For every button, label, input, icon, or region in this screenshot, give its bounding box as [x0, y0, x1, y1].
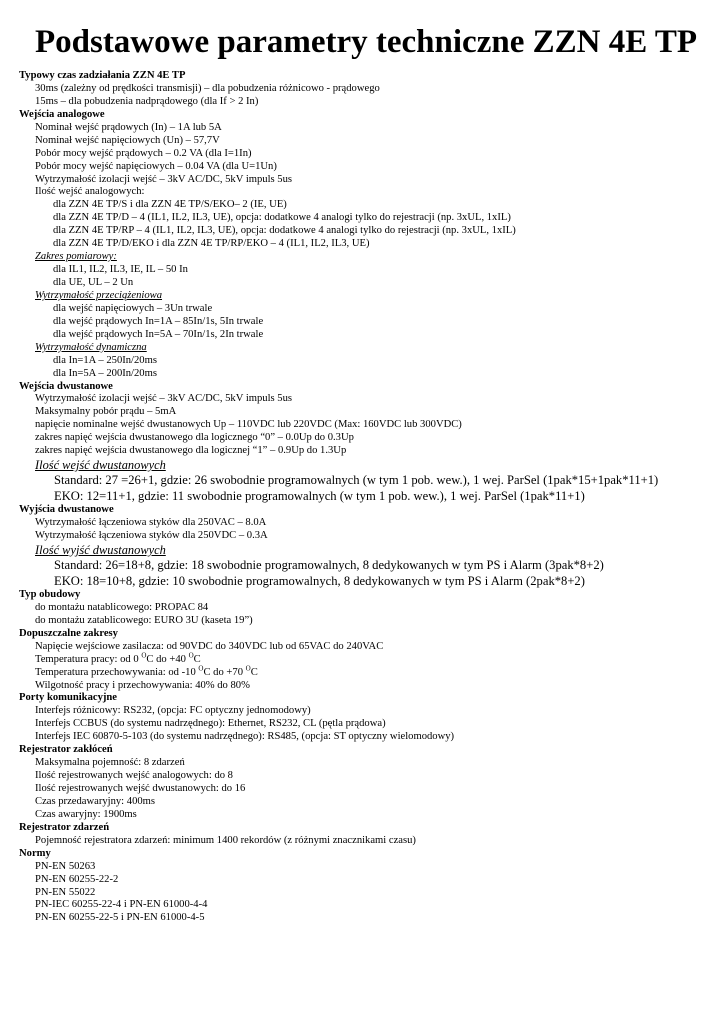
spec-line: do montażu natablicowego: PROPAC 84 [35, 601, 209, 613]
spec-line: Nominał wejść prądowych (In) – 1A lub 5A [35, 121, 222, 133]
spec-line: PN-EN 55022 [35, 886, 96, 898]
spec-line: Wytrzymałość łączeniowa styków dla 250VDC – 0.3A [35, 530, 268, 541]
spec-line: dla In=5A – 200In/20ms [53, 367, 157, 379]
degree-sign: O [245, 664, 251, 673]
spec-line: Standard: 27 =26+1, gdzie: 26 swobodnie programowalnych (w tym 1 pob. wew.), 1 wej. ParSel (1pak*15+1pak*11+1) [54, 473, 659, 488]
spec-line: Wytrzymałość izolacji wejść – 3kV AC/DC, 5kV impuls 5us [35, 173, 293, 185]
spec-line: Temperatura pracy: od 0 $^O$C do +40 $^O$C [35, 651, 201, 665]
spec-line: 15ms – dla pobudzenia nadprądowego (dla If > 2 In) [35, 95, 259, 107]
spec-line: PN-EN 60255-22-5 i PN-EN 61000-4-5 [35, 912, 205, 924]
section-heading: Typowy czas zadziałania ZZN 4E TP [19, 70, 186, 81]
degree-sign: O [188, 651, 194, 660]
section-heading: Wejścia dwustanowe [19, 380, 113, 392]
spec-line: Ilość rejestrowanych wejść analogowych: do 8 [35, 770, 233, 782]
spec-line: PN-EN 60255-22-2 [35, 873, 119, 885]
spec-line: Wilgotność pracy i przechowywania: 40% do 80% [35, 679, 250, 691]
spec-line: Standard: 26=18+8, gdzie: 18 swobodnie programowalnych, 8 dedykowanych w tym PS i Alarm (3pak*8+2) [54, 557, 604, 572]
spec-line: zakres napięć wejścia dwustanowego dla logicznego “0” – 0.0Up do 0.3Up [35, 432, 354, 444]
spec-line: dla UE, UL – 2 Un [53, 277, 134, 288]
spec-line: Maksymalna pojemność: 8 zdarzeń [35, 757, 185, 769]
page-title: Podstawowe parametry techniczne ZZN 4E TP [34, 24, 698, 60]
spec-line: do montażu zatablicowego: EURO 3U (kaseta 19”) [35, 614, 253, 626]
spec-line: dla IL1, IL2, IL3, IE, IL – 50 In [53, 264, 188, 276]
section-heading: Wejścia analogowe [19, 108, 105, 120]
subsection-heading: Ilość wejść dwustanowych [35, 458, 166, 473]
degree-sign: O [141, 651, 147, 660]
subsection-heading: Wytrzymałość dynamiczna [35, 341, 147, 353]
spec-line: dla wejść prądowych In=5A – 70In/1s, 2In trwale [53, 328, 264, 340]
spec-line: napięcie nominalne wejść dwustanowych Up – 110VDC lub 220VDC (Max: 160VDC lub 300VDC) [35, 419, 462, 431]
spec-line: dla ZZN 4E TP/S i dla ZZN 4E TP/S/EKO– 2 (IE, UE) [53, 199, 287, 211]
spec-line: Ilość wejść analogowych: [35, 186, 145, 198]
section-heading: Normy [19, 847, 51, 859]
section-heading: Rejestrator zdarzeń [19, 821, 110, 833]
spec-list [19, 70, 719, 925]
degree-sign: O [198, 664, 204, 673]
spec-line: Maksymalny pobór prądu – 5mA [35, 406, 177, 418]
spec-line: PN-EN 50263 [35, 860, 96, 872]
spec-line: dla ZZN 4E TP/D/EKO i dla ZZN 4E TP/RP/EKO – 4 (IL1, IL2, IL3, UE) [53, 238, 370, 250]
spec-line: Napięcie wejściowe zasilacza: od 90VDC do 340VDC lub od 65VAC do 240VAC [35, 640, 384, 652]
spec-line: dla In=1A – 250In/20ms [53, 354, 157, 366]
spec-line: Interfejs różnicowy: RS232, (opcja: FC optyczny jednomodowy) [35, 705, 311, 717]
spec-line: PN-IEC 60255-22-4 i PN-EN 61000-4-4 [35, 899, 208, 911]
spec-line: EKO: 18=10+8, gdzie: 10 swobodnie programowalnych, 8 dedykowanych w tym PS i Alarm (2pak*8+2) [54, 573, 585, 588]
section-heading: Typ obudowy [19, 588, 81, 600]
section-heading: Rejestrator zakłóceń [19, 744, 113, 756]
spec-line: zakres napięć wejścia dwustanowego dla logicznej “1” – 0.9Up do 1.3Up [35, 445, 347, 457]
section-heading: Porty komunikacyjne [19, 692, 117, 704]
spec-line: Pobór mocy wejść prądowych – 0.2 VA (dla I=1In) [35, 147, 252, 159]
spec-line: dla wejść prądowych In=1A – 85In/1s, 5In trwale [53, 315, 264, 327]
spec-line: Nominał wejść napięciowych (Un) – 57,7V [35, 134, 220, 146]
spec-line: Czas przedawaryjny: 400ms [35, 795, 156, 807]
spec-line: dla ZZN 4E TP/RP – 4 (IL1, IL2, IL3, UE), opcja: dodatkowe 4 analogi tylko do rejestracji (np. 3xUL, 1xIL) [53, 225, 516, 237]
spec-line: Pojemność rejestratora zdarzeń: minimum 1400 rekordów (z różnymi znacznikami czasu) [35, 834, 416, 846]
spec-line: 30ms (zależny od prędkości transmisji) – dla pobudzenia różnicowo - prądowego [35, 82, 380, 94]
subsection-heading: Zakres pomiarowy: [35, 251, 117, 263]
subsection-heading: Wytrzymałość przeciążeniowa [35, 289, 163, 301]
spec-line: Czas awaryjny: 1900ms [35, 808, 137, 820]
spec-line: Pobór mocy wejść napięciowych – 0.04 VA (dla U=1Un) [35, 160, 277, 172]
spec-line: EKO: 12=11+1, gdzie: 11 swobodnie programowalnych (w tym 1 pob. wew.), 1 wej. ParSel (1pak*11+1) [54, 489, 585, 504]
spec-line: Interfejs CCBUS (do systemu nadrzędnego): Ethernet, RS232, CL (pętla prądowa) [35, 718, 386, 730]
spec-line: Interfejs IEC 60870-5-103 (do systemu nadrzędnego): RS485, (opcja: ST optyczny wielomodowy) [35, 731, 455, 743]
spec-line: Wytrzymałość izolacji wejść – 3kV AC/DC, 5kV impuls 5us [35, 393, 293, 405]
spec-line: Wytrzymałość łączeniowa styków dla 250VAC – 8.0A [35, 517, 267, 529]
spec-line: dla wejść napięciowych – 3Un trwale [53, 302, 213, 314]
section-heading: Dopuszczalne zakresy [19, 627, 118, 639]
spec-line: Temperatura przechowywania: od -10 $^O$C do +70 $^O$C [35, 664, 258, 678]
spec-line: dla ZZN 4E TP/D – 4 (IL1, IL2, IL3, UE), opcja: dodatkowe 4 analogi tylko do rejestracji (np. 3xUL, 1xIL) [53, 212, 511, 224]
spec-line: Ilość rejestrowanych wejść dwustanowych: do 16 [35, 783, 246, 794]
subsection-heading: Ilość wyjść dwustanowych [35, 542, 166, 557]
section-heading: Wyjścia dwustanowe [19, 504, 114, 516]
